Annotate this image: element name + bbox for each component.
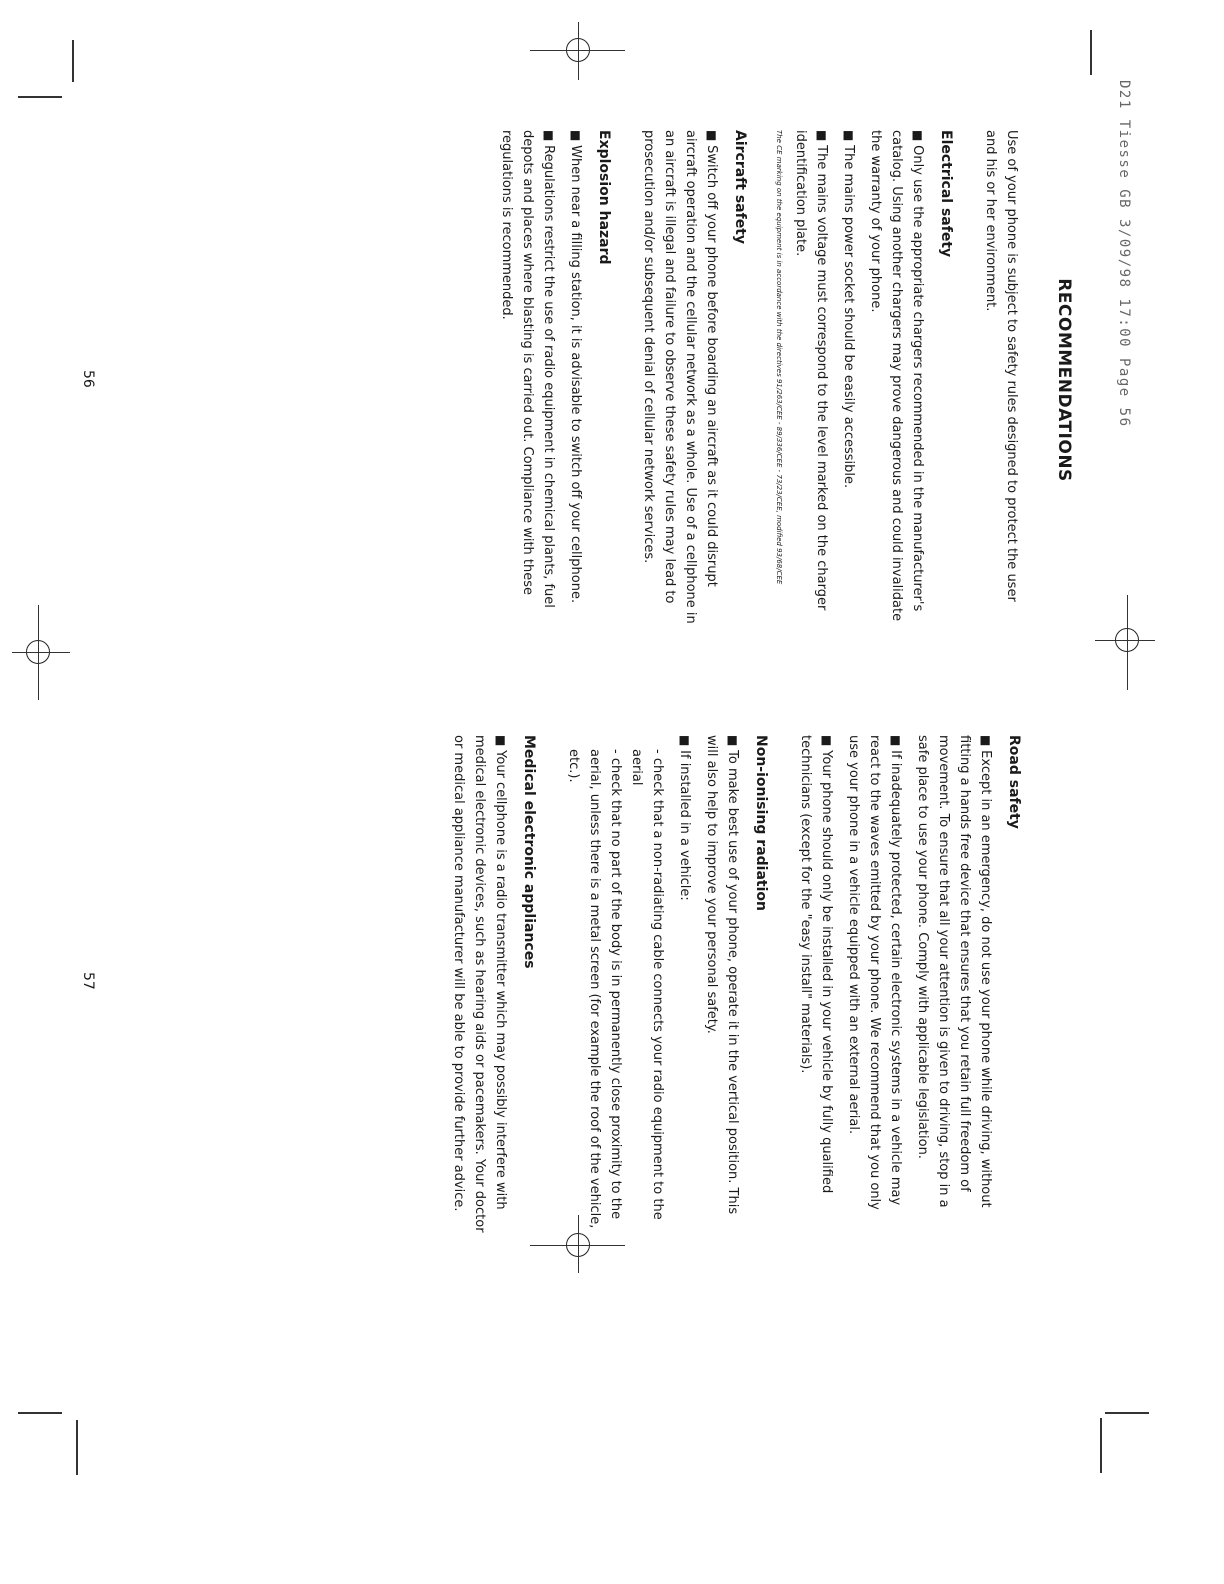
left-page (490, 130, 1074, 630)
page-title: RECOMMENDATIONS (1054, 278, 1074, 482)
list-item: ■ Except in an emergency, do not use your phone while driving, without fitting a hands free device that ensures that you retain full freedom of movement. To ensure that all your attention is given to driving, stop in a safe place to use your phone. Comply with applicable legislation. (912, 735, 996, 1235)
list-item: ■ If installed in a vehicle: (674, 735, 695, 1235)
medical-appliances-heading: Medical electronic appliances (521, 735, 537, 969)
list-item: ■ When near a filling station, it is advisable to switch off your cellphone. (565, 130, 586, 630)
print-header: D21 Tiesse GB 3/09/98 17:00 Page 56 (1116, 80, 1132, 428)
ce-note: The CE marking on the equipment is in accordance with the directives 91/263/CEE - 89/336/CEE - 73/23/CEE, modified 93/68/CEE (775, 130, 783, 585)
explosion-hazard-heading: Explosion hazard (596, 130, 612, 265)
page-number-right: 57 (80, 972, 96, 990)
list-item: ■ Switch off your phone before boarding an aircraft as it could disrupt aircraft operation and the cellular network as a whole. Use of a cellphone in an aircraft is illegal and failure to observe these safety rules may lead to prosecution and/or subsequent denial of cellular network services. (638, 130, 722, 630)
intro-text: Use of your phone is subject to safety rules designed to protect the user and his or her environment. (983, 130, 1019, 602)
list-item: ■ The mains voltage must correspond to the level marked on the charger identification plate. (790, 130, 832, 630)
list-item: ■ Only use the appropriate chargers recommended in the manufacturer's catalog. Using another chargers may prove dangerous and could invalidate the warranty of your phone. (865, 130, 928, 630)
right-page (442, 735, 1074, 1235)
sub-list-item: - check that a non-radiating cable connects your radio equipment to the aerial (629, 749, 665, 1220)
list-item: ■ Your cellphone is a radio transmitter which may possibly interfere with medical electronic devices, such as hearing aids or pacemakers. Your doctor or medical appliance manufacturer will be able to provide further advice. (448, 735, 511, 1235)
electrical-safety-heading: Electrical safety (938, 130, 954, 258)
sub-list-item: - check that no part of the body is in permanently close proximity to the aerial, unless there is a metal screen (for example the roof of the vehicle, etc.). (566, 749, 623, 1229)
list-item: ■ To make best use of your phone, operate it in the vertical position. This will also help to improve your personal safety. (701, 735, 743, 1235)
non-ionising-radiation-heading: Non-ionising radiation (753, 735, 769, 911)
list-item: ■ Regulations restrict the use of radio equipment in chemical plants, fuel depots and places where blasting is carried out. Compliance with these regulations is recommended. (496, 130, 559, 630)
aircraft-safety-heading: Aircraft safety (732, 130, 748, 245)
list-item: ■ If inadequately protected, certain electronic systems in a vehicle may react to the waves emitted by your phone. We recommend that you only use your phone in a vehicle equipped with an external aerial. (843, 735, 906, 1235)
list-item: ■ The mains power socket should be easily accessible. (838, 130, 859, 630)
list-item: ■ Your phone should only be installed in your vehicle by fully qualified technicians (except for the "easy install" materials). (795, 735, 837, 1235)
page-number-left: 56 (80, 370, 96, 388)
road-safety-heading: Road safety (1006, 735, 1022, 829)
